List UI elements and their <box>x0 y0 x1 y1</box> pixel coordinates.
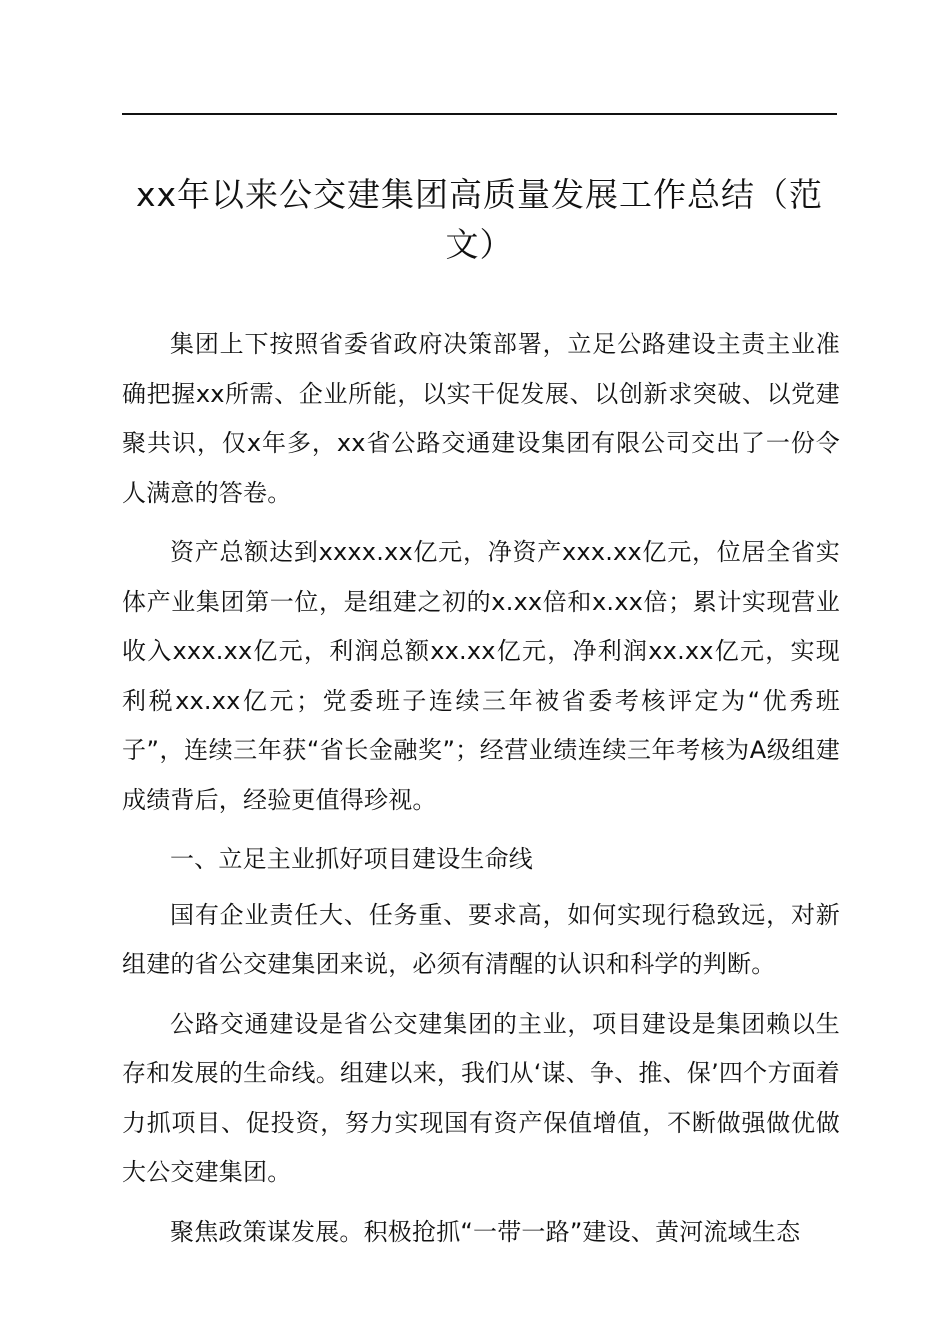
document-title: xx年以来公交建集团高质量发展工作总结（范文） <box>135 175 824 264</box>
paragraph-responsibility: 国有企业责任大、任务重、要求高，如何实现行稳致远，对新组建的省公交建集团来说，必须有清醒的认识和科学的判断。 <box>122 900 840 978</box>
section-heading-1: 一、立足主业抓好项目建设生命线 <box>170 845 533 873</box>
document-body <box>122 320 840 1267</box>
paragraph-main-business: 公路交通建设是省公交建集团的主业，项目建设是集团赖以生存和发展的生命线。组建以来，我们从‘谋、争、推、保’四个方面着力抓项目、促投资，努力实现国有资产保值增值，不断做强做优做大公交建集团。 <box>122 1009 840 1186</box>
paragraph-intro: 集团上下按照省委省政府决策部署，立足公路建设主责主业准确把握xx所需、企业所能，以实干促发展、以创新求突破、以党建聚共识，仅x年多，xx省公路交通建设集团有限公司交出了一份令人满意的答卷。 <box>122 330 840 507</box>
paragraph-assets: 资产总额达到xxxx.xx亿元，净资产xxx.xx亿元，位居全省实体产业集团第一位，是组建之初的x.xx倍和x.xx倍；累计实现营业收入xxx.xx亿元，利润总额xx.xx亿元，净利润xx.xx亿元，实现利税xx.xx亿元；党委班子连续三年被省委考核评定为“优秀班子”，连续三年获“省长金融奖”；经营业绩连续三年考核为A级组建成绩背后，经验更值得珍视。 <box>122 538 840 814</box>
header-rule <box>122 113 837 115</box>
paragraph-policy: 聚焦政策谋发展。积极抢抓“一带一路”建设、黄河流域生态 <box>170 1217 801 1246</box>
